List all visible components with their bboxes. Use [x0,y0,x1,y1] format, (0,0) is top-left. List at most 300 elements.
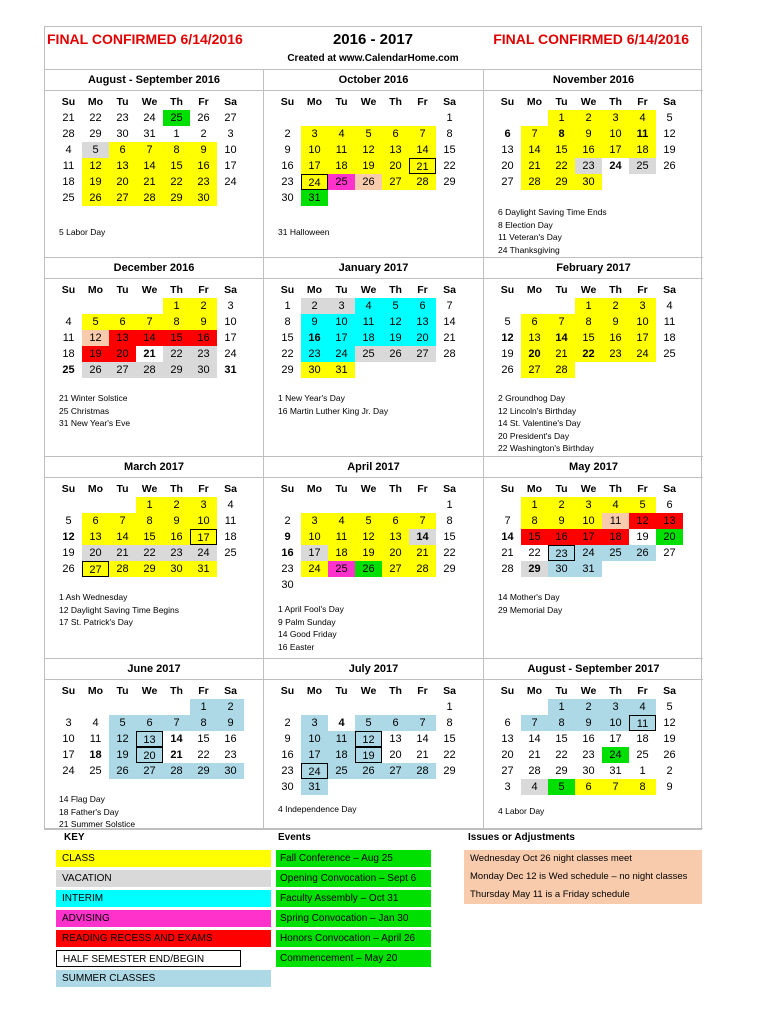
month-1 [264,70,484,258]
day-cell: 29 [163,190,190,206]
day-cell: 27 [109,362,136,378]
day-cell: 12 [355,731,382,747]
empty-cell [301,110,328,126]
empty-cell [109,699,136,715]
month-title: August - September 2017 [484,659,703,680]
day-cell: 27 [224,112,237,124]
day-cell: 9 [575,715,602,731]
day-cell: 13 [521,330,548,346]
day-cell: 21 [143,348,156,360]
day-cell: 5 [629,497,656,513]
empty-cell [355,779,382,795]
day-cell: 30 [163,561,190,577]
day-grid [274,497,483,593]
weekday-label: Sa [663,685,676,697]
day-cell: 18 [602,529,629,545]
day-cell: 9 [163,513,190,529]
day-cell: 13 [136,731,163,747]
day-cell: 24 [328,346,355,362]
day-cell: 16 [224,733,237,745]
day-cell: 20 [382,545,409,561]
day-cell: 12 [355,142,382,158]
day-cell: 7 [163,715,190,731]
weekday-label: Mo [306,483,323,495]
day-cell: 7 [602,779,629,795]
day-cell: 13 [382,142,409,158]
day-cell: 17 [301,747,328,763]
day-cell: 3 [504,781,511,793]
day-cell: 27 [663,547,676,559]
day-cell: 7 [548,314,575,330]
empty-cell [274,699,301,715]
day-cell: 26 [197,112,210,124]
day-cell: 28 [136,190,163,206]
day-cell: 10 [301,529,328,545]
weekday-label: Sa [224,483,237,495]
day-grid [494,298,703,378]
day-cell: 1 [446,112,453,124]
day-cell: 24 [301,763,328,779]
day-cell: 6 [575,779,602,795]
empty-cell [382,110,409,126]
day-cell: 19 [355,158,382,174]
weekday-label: Th [170,284,183,296]
weekday-label: Th [170,483,183,495]
day-cell: 3 [301,513,328,529]
day-cell: 15 [521,529,548,545]
day-cell: 31 [301,190,328,206]
day-cell: 8 [136,513,163,529]
day-cell: 17 [224,332,237,344]
month-0 [45,70,264,258]
issue-item: Thursday May 11 is a Friday schedule [470,889,630,900]
day-cell: 11 [224,515,237,527]
day-cell: 1 [284,300,291,312]
day-cell: 24 [629,346,656,362]
day-cell: 17 [328,330,355,346]
day-cell: 3 [65,717,72,729]
empty-cell [656,174,683,190]
events-title: Events [278,832,311,843]
day-cell: 27 [109,190,136,206]
day-cell: 23 [281,765,294,777]
day-cell: 25 [602,545,629,561]
month-8 [484,457,703,659]
day-grid [55,298,263,378]
day-cell: 22 [528,547,541,559]
day-cell: 24 [143,112,156,124]
holiday-note: 14 Mother's Day [498,592,560,602]
day-cell: 21 [409,545,436,561]
day-cell: 1 [136,497,163,513]
day-cell: 20 [136,747,163,763]
weekday-header [494,95,703,110]
day-cell: 31 [575,561,602,577]
month-title: February 2017 [484,258,703,279]
day-cell: 25 [328,561,355,577]
empty-cell [629,174,656,190]
day-cell: 13 [382,529,409,545]
day-cell: 27 [382,561,409,577]
day-cell: 25 [62,192,75,204]
weekday-label: Th [389,96,402,108]
day-cell: 16 [281,547,294,559]
empty-cell [328,497,355,513]
weekday-label: Sa [663,284,676,296]
holiday-note: 4 Independence Day [278,804,357,814]
day-cell: 25 [663,348,676,360]
day-cell: 28 [163,763,190,779]
day-cell: 7 [109,513,136,529]
weekday-label: Tu [116,483,129,495]
day-cell: 12 [82,330,109,346]
day-cell: 11 [328,731,355,747]
day-cell: 8 [284,316,291,328]
day-cell: 15 [548,142,575,158]
day-cell: 29 [136,561,163,577]
day-cell: 21 [443,332,456,344]
day-cell: 26 [355,174,382,190]
day-cell: 3 [301,715,328,731]
day-cell: 6 [521,314,548,330]
day-cell: 28 [501,563,514,575]
empty-cell [55,699,82,715]
weekday-label: Mo [87,96,104,108]
weekday-label: Su [61,284,76,296]
weekday-label: Mo [87,284,104,296]
weekday-label: Sa [663,483,676,495]
day-cell: 26 [629,545,656,561]
day-cell: 11 [328,142,355,158]
weekday-label: Sa [443,483,456,495]
weekday-label: Mo [306,685,323,697]
day-cell: 29 [190,763,217,779]
day-cell: 26 [663,749,676,761]
day-cell: 15 [443,531,456,543]
weekday-label: Mo [87,483,104,495]
day-cell: 3 [190,497,217,513]
day-cell: 10 [224,144,237,156]
day-cell: 9 [666,781,673,793]
empty-cell [409,497,436,513]
month-title: November 2016 [484,70,703,91]
weekday-label: Fr [198,284,209,296]
day-cell: 22 [197,749,210,761]
day-cell: 12 [62,531,75,543]
weekday-label: Fr [198,96,209,108]
day-cell: 29 [555,765,568,777]
event-item: Spring Convocation – Jan 30 [276,910,431,927]
day-cell: 14 [136,158,163,174]
day-cell: 9 [575,126,602,142]
weekday-label: We [360,96,377,108]
month-title: March 2017 [45,457,263,478]
holiday-note: 29 Memorial Day [498,604,563,615]
day-cell: 10 [602,126,629,142]
empty-cell [55,497,82,513]
weekday-label: Th [609,96,622,108]
day-cell: 16 [548,529,575,545]
day-cell: 22 [548,158,575,174]
day-cell: 13 [656,513,683,529]
day-cell: 23 [582,749,595,761]
weekday-label: We [360,685,377,697]
holiday-notes [278,226,330,239]
day-cell: 10 [301,142,328,158]
day-cell: 19 [382,330,409,346]
day-cell: 16 [575,142,602,158]
day-cell: 7 [521,715,548,731]
day-cell: 24 [609,160,622,172]
day-cell: 31 [224,364,237,376]
day-cell: 29 [443,765,456,777]
day-cell: 22 [163,346,190,362]
holiday-notes [59,591,179,629]
day-cell: 8 [446,515,453,527]
day-cell: 7 [521,126,548,142]
day-cell: 6 [382,513,409,529]
day-cell: 6 [382,715,409,731]
day-cell: 6 [136,715,163,731]
day-cell: 11 [629,126,656,142]
day-cell: 14 [528,733,541,745]
empty-cell [82,298,109,314]
day-cell: 22 [443,547,456,559]
empty-cell [436,779,463,795]
day-cell: 5 [666,112,673,124]
weekday-label: Su [500,284,515,296]
calendar-page [44,26,702,1000]
weekday-label: Th [170,685,183,697]
day-cell: 27 [382,174,409,190]
day-cell: 13 [109,158,136,174]
weekday-label: We [580,685,597,697]
day-cell: 27 [382,763,409,779]
weekday-label: Tu [555,483,568,495]
final-confirmed-right: FINAL CONFIRMED 6/14/2016 [493,31,689,47]
holiday-note: 25 Christmas [59,405,110,416]
day-cell: 20 [389,749,402,761]
day-cell: 18 [224,531,237,543]
day-cell: 15 [443,144,456,156]
holiday-notes [59,793,135,831]
empty-cell [328,190,355,206]
day-cell: 23 [548,545,575,561]
day-cell: 27 [409,346,436,362]
empty-cell [328,110,355,126]
month-title: May 2017 [484,457,703,478]
day-cell: 7 [446,300,453,312]
weekday-label: Mo [526,483,543,495]
weekday-header [274,482,483,497]
empty-cell [602,174,629,190]
holiday-notes [498,805,544,818]
day-cell: 26 [82,190,109,206]
day-cell: 21 [528,749,541,761]
empty-cell [109,497,136,513]
month-5 [484,258,703,457]
day-cell: 11 [62,332,75,344]
weekday-label: Su [61,685,76,697]
empty-cell [521,699,548,715]
day-cell: 2 [284,717,291,729]
day-cell: 9 [217,715,244,731]
weekday-label: Su [280,483,295,495]
day-cell: 2 [666,765,673,777]
day-cell: 18 [355,330,382,346]
day-cell: 25 [89,765,102,777]
day-cell: 5 [666,701,673,713]
key-item: CLASS [56,850,271,867]
day-cell: 7 [409,126,436,142]
day-cell: 3 [602,699,629,715]
day-cell: 20 [501,160,514,172]
day-cell: 6 [504,717,511,729]
day-cell: 30 [281,192,294,204]
day-cell: 9 [190,142,217,158]
empty-cell [436,190,463,206]
day-cell: 7 [409,513,436,529]
day-cell: 5 [82,314,109,330]
day-cell: 26 [663,160,676,172]
day-cell: 26 [355,561,382,577]
day-cell: 9 [190,314,217,330]
day-cell: 4 [227,499,234,511]
day-cell: 23 [281,563,294,575]
day-cell: 25 [636,749,649,761]
day-cell: 13 [82,529,109,545]
day-cell: 13 [501,144,514,156]
day-cell: 19 [109,747,136,763]
weekday-label: We [141,284,158,296]
weekday-label: Th [389,483,402,495]
day-cell: 16 [602,330,629,346]
day-cell: 31 [143,128,156,140]
day-cell: 2 [575,699,602,715]
holiday-note: 31 New Year's Eve [59,418,131,428]
day-cell: 24 [301,561,328,577]
empty-cell [382,699,409,715]
day-cell: 28 [443,348,456,360]
weekday-label: Sa [443,96,456,108]
day-cell: 7 [409,715,436,731]
day-cell: 14 [416,733,429,745]
holiday-note: 9 Palm Sunday [278,616,336,627]
weekday-label: Sa [224,96,237,108]
day-cell: 18 [663,332,676,344]
day-cell: 26 [382,346,409,362]
day-cell: 4 [666,300,673,312]
day-cell: 9 [284,531,291,543]
day-cell: 2 [548,497,575,513]
weekday-label: Sa [443,685,456,697]
weekday-label: Th [170,96,183,108]
day-cell: 16 [281,749,294,761]
day-cell: 11 [663,316,676,328]
day-cell: 30 [548,561,575,577]
day-cell: 23 [116,112,129,124]
day-cell: 4 [92,717,99,729]
empty-cell [602,561,629,577]
day-cell: 18 [328,545,355,561]
weekday-label: Th [609,685,622,697]
day-cell: 11 [629,715,656,731]
day-cell: 24 [575,545,602,561]
day-cell: 3 [602,110,629,126]
day-cell: 11 [355,314,382,330]
day-cell: 8 [548,126,575,142]
empty-cell [494,699,521,715]
month-3 [45,258,264,457]
holiday-note: 16 Martin Luther King Jr. Day [278,405,389,416]
holiday-notes [498,392,594,455]
empty-cell [382,779,409,795]
day-cell: 15 [197,733,210,745]
empty-cell [409,577,436,593]
weekday-label: Mo [306,96,323,108]
day-cell: 5 [355,715,382,731]
empty-cell [656,561,683,577]
day-grid [494,699,703,795]
day-cell: 22 [136,545,163,561]
weekday-label: Tu [555,96,568,108]
day-cell: 27 [501,765,514,777]
empty-cell [328,577,355,593]
day-cell: 1 [173,128,180,140]
weekday-label: Tu [335,284,348,296]
day-cell: 10 [629,314,656,330]
holiday-note: 17 St. Patrick's Day [59,617,133,627]
day-cell: 12 [109,731,136,747]
day-cell: 15 [555,733,568,745]
day-cell: 18 [328,747,355,763]
empty-cell [109,298,136,314]
day-cell: 28 [409,561,436,577]
day-cell: 20 [382,158,409,174]
empty-cell [521,110,548,126]
holiday-note: 12 Daylight Saving Time Begins [59,604,180,615]
day-cell: 1 [446,701,453,713]
day-cell: 28 [409,174,436,190]
weekday-header [55,283,263,298]
day-cell: 23 [602,346,629,362]
day-cell: 30 [190,190,217,206]
day-cell: 3 [227,128,234,140]
day-cell: 2 [217,699,244,715]
empty-cell [55,298,82,314]
day-cell: 16 [301,330,328,346]
day-cell: 28 [409,763,436,779]
day-cell: 2 [200,128,207,140]
day-cell: 4 [338,717,345,729]
event-item: Honors Convocation – April 26 [276,930,431,947]
weekday-header [55,482,263,497]
day-cell: 3 [575,497,602,513]
day-cell: 19 [501,348,514,360]
day-cell: 2 [190,298,217,314]
day-cell: 20 [82,545,109,561]
legend-section [44,830,702,1000]
empty-cell [436,577,463,593]
day-cell: 11 [602,513,629,529]
day-cell: 7 [504,515,511,527]
day-cell: 30 [190,362,217,378]
event-item: Commencement – May 20 [276,950,431,967]
day-cell: 8 [629,779,656,795]
day-cell: 6 [109,314,136,330]
day-cell: 25 [629,158,656,174]
event-item: Faculty Assembly – Oct 31 [276,890,431,907]
